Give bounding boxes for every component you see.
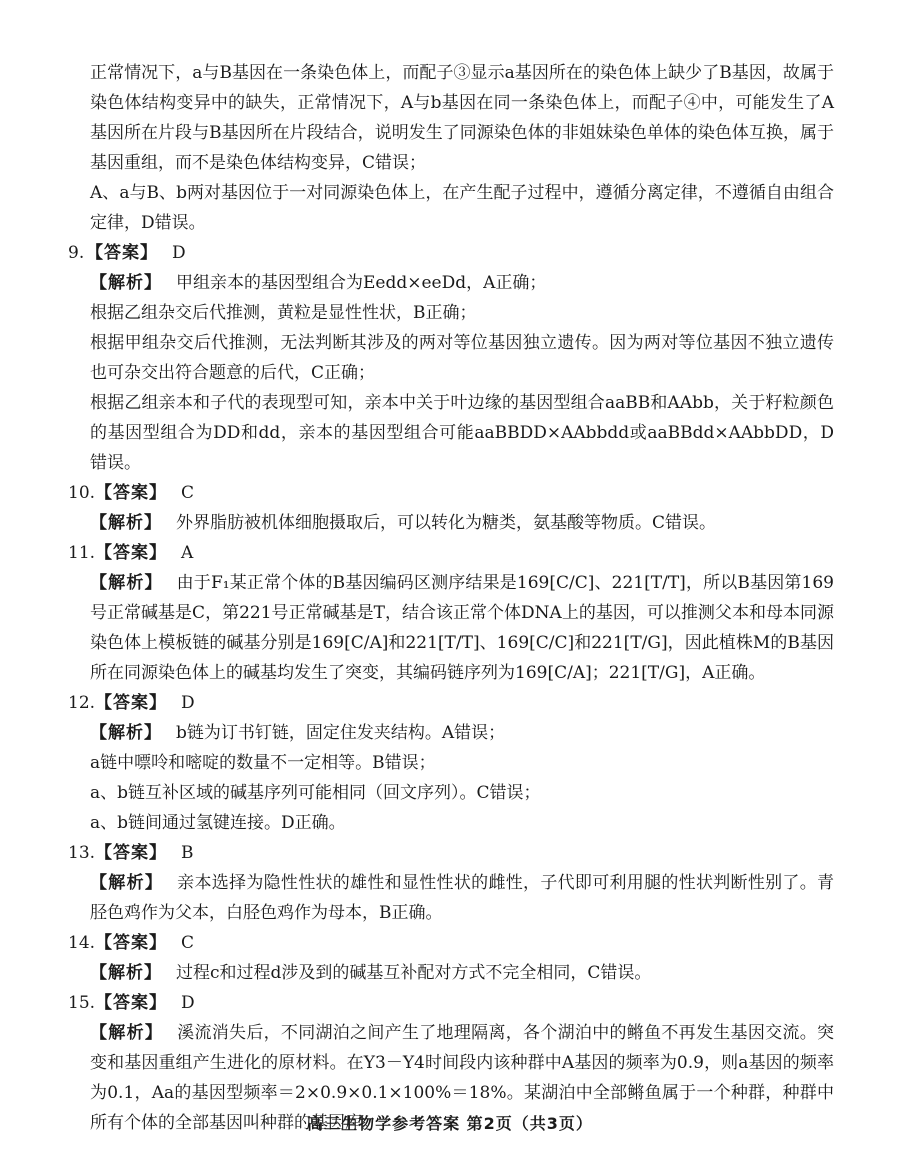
analysis-block — [68, 568, 834, 688]
answer-line — [68, 688, 834, 718]
answer-value: A — [181, 543, 194, 563]
analysis-label: 【解析】 — [90, 273, 162, 293]
question-item — [68, 238, 834, 478]
analysis-paragraph — [90, 268, 834, 298]
intro-paragraph: 正常情况下，a与B基因在一条染色体上，而配子③显示a基因所在的染色体上缺少了B基因，故属于染色体结构变异中的缺失，正常情况下，A与b基因在同一条染色体上，而配子④中，可能发生了A基因所在片段与B基因所在片段结合，说明发生了同源染色体的非姐妹染色单体的染色体互换，属于基因重组，而不是染色体结构变异，C错误； — [90, 63, 834, 173]
question-number: 14. — [68, 933, 96, 953]
answer-value: D — [181, 993, 195, 1013]
analysis-label: 【解析】 — [90, 513, 162, 533]
analysis-label: 【解析】 — [90, 873, 164, 893]
answer-line — [68, 538, 834, 568]
answer-value: C — [181, 483, 195, 503]
answer-label: 【答案】 — [95, 693, 168, 713]
analysis-text: 甲组亲本的基因型组合为Eedd×eeDd，A正确； — [176, 273, 547, 293]
analysis-paragraph — [90, 748, 834, 778]
answer-line — [68, 478, 834, 508]
analysis-block — [68, 718, 834, 838]
answer-label: 【答案】 — [95, 933, 168, 953]
analysis-paragraph — [90, 568, 834, 688]
analysis-label: 【解析】 — [90, 573, 163, 593]
analysis-text: 亲本选择为隐性性状的雄性和显性性状的雌性，子代即可利用腿的性状判断性别了。青胫色鸡作为父本，白胫色鸡作为母本，B正确。 — [90, 873, 834, 923]
answer-value: D — [181, 693, 195, 713]
question-item — [68, 478, 834, 538]
answer-value: B — [181, 843, 194, 863]
answer-label: 【答案】 — [95, 843, 168, 863]
answer-line — [68, 838, 834, 868]
answer-value: C — [181, 933, 195, 953]
analysis-label: 【解析】 — [90, 963, 162, 983]
analysis-text: b链为订书钉链，固定住发夹结构。A错误； — [176, 723, 506, 743]
analysis-paragraph — [90, 868, 834, 928]
analysis-block — [68, 958, 834, 988]
analysis-text: 外界脂肪被机体细胞摄取后，可以转化为糖类，氨基酸等物质。C错误。 — [176, 513, 717, 533]
answer-line — [68, 238, 834, 268]
analysis-block — [68, 508, 834, 538]
answer-label: 【答案】 — [95, 483, 168, 503]
question-number: 9. — [68, 243, 85, 263]
question-number: 15. — [68, 993, 96, 1013]
answer-label: 【答案】 — [86, 243, 158, 263]
question-list — [68, 238, 834, 1138]
answer-label: 【答案】 — [95, 543, 168, 563]
analysis-text: 溪流消失后，不同湖泊之间产生了地理隔离，各个湖泊中的鳉鱼不再发生基因交流。突变和基因重组产生进化的原材料。在Y3－Y4时间段内该种群中A基因的频率为0.9，则a基因的频率为0.1，Aa的基因型频率＝2×0.9×0.1×100%＝18%。某湖泊中全部鳉鱼属于一个种群，种群中所有个体的全部基因叫种群的基因库。 — [90, 1023, 834, 1133]
question-item — [68, 688, 834, 838]
analysis-paragraph — [90, 388, 834, 478]
analysis-text: a、b链互补区域的碱基序列可能相同（回文序列）。C错误； — [90, 783, 541, 803]
analysis-block — [68, 868, 834, 928]
analysis-paragraph — [90, 508, 834, 538]
analysis-block — [68, 268, 834, 478]
analysis-label: 【解析】 — [90, 723, 162, 743]
question-number: 13. — [68, 843, 96, 863]
question-item — [68, 838, 834, 928]
question-number: 10. — [68, 483, 96, 503]
intro-paragraph: A、a与B、b两对基因位于一对同源染色体上，在产生配子过程中，遵循分离定律，不遵循自由组合定律，D错误。 — [90, 183, 834, 233]
question-number: 12. — [68, 693, 96, 713]
analysis-paragraph — [90, 958, 834, 988]
analysis-text: a链中嘌呤和嘧啶的数量不一定相等。B错误； — [90, 753, 436, 773]
answer-label: 【答案】 — [95, 993, 168, 1013]
analysis-text: 根据乙组杂交后代推测，黄粒是显性性状，B正确； — [90, 303, 477, 323]
analysis-text: 根据甲组杂交后代推测，无法判断其涉及的两对等位基因独立遗传。因为两对等位基因不独立遗传也可杂交出符合题意的后代，C正确； — [90, 333, 834, 383]
analysis-paragraph — [90, 298, 834, 328]
analysis-text: 根据乙组亲本和子代的表现型可知，亲本中关于叶边缘的基因型组合aaBB和AAbb，关于籽粒颜色的基因型组合为DD和dd，亲本的基因型组合可能aaBBDD×AAbbdd或aaBBdd×AAbbDD，D错误。 — [90, 393, 834, 473]
answer-line — [68, 928, 834, 958]
analysis-text: a、b链间通过氢键连接。D正确。 — [90, 813, 346, 833]
answer-line — [68, 988, 834, 1018]
analysis-text: 过程c和过程d涉及到的碱基互补配对方式不完全相同，C错误。 — [176, 963, 652, 983]
question-item — [68, 928, 834, 988]
analysis-paragraph — [90, 808, 834, 838]
question-item — [68, 538, 834, 688]
analysis-label: 【解析】 — [90, 1023, 164, 1043]
analysis-paragraph — [90, 328, 834, 388]
continued-analysis — [68, 58, 834, 238]
answer-value: D — [172, 243, 186, 263]
analysis-paragraph — [90, 778, 834, 808]
question-number: 11. — [68, 543, 96, 563]
page-footer: 高三生物学参考答案 第2页（共3页） — [307, 1114, 593, 1133]
analysis-paragraph — [90, 718, 834, 748]
page-content — [68, 58, 834, 1138]
analysis-text: 由于F₁某正常个体的B基因编码区测序结果是169[C/C]、221[T/T]，所以B基因第169号正常碱基是C，第221号正常碱基是T，结合该正常个体DNA上的基因，可以推测父本和母本同源染色体上模板链的碱基分别是169[C/A]和221[T/T]、169[C/C]和221[T/G]，因此植株M的B基因所在同源染色体上的碱基均发生了突变，其编码链序列为169[C/A]；221[T/G]，A正确。 — [90, 573, 834, 683]
